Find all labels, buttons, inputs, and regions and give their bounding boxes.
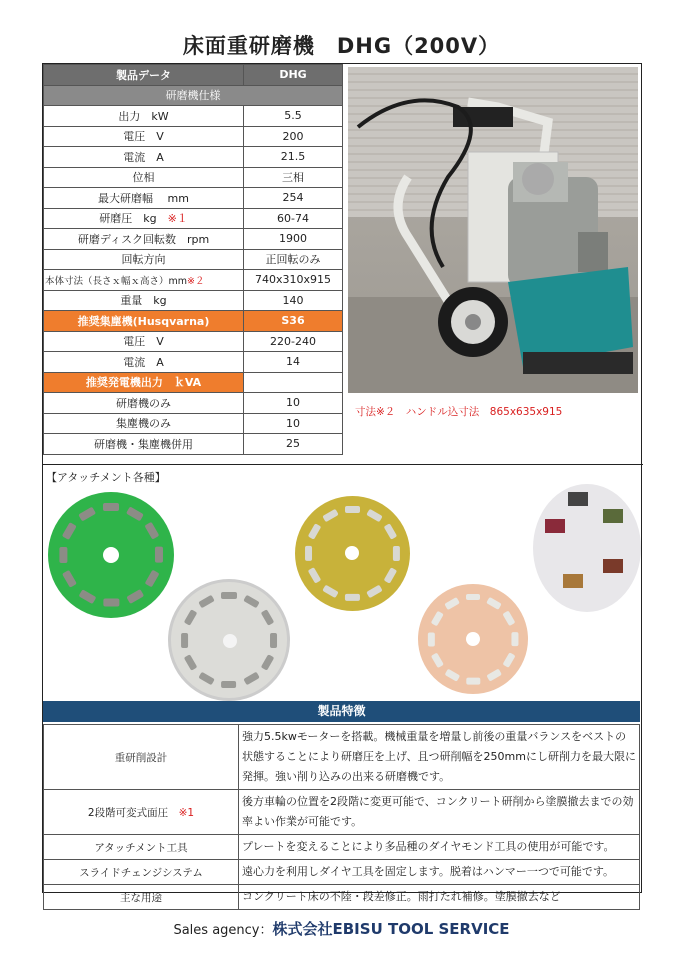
feature-row: [44, 835, 640, 860]
segment-mark: [199, 595, 216, 609]
segment-mark: [486, 669, 502, 682]
segment-mark: [322, 509, 338, 522]
spec-value: 三相: [244, 167, 343, 188]
segment-mark: [466, 594, 480, 601]
attachments-label: 【アタッチメント各種】: [46, 471, 166, 484]
segment-mark: [181, 632, 188, 647]
feature-key: 重研削設計: [44, 725, 239, 790]
spec-row: [44, 167, 343, 188]
grinder-illustration: [348, 67, 638, 393]
spec-header-label: 製品データ: [44, 65, 244, 86]
feature-key: アタッチメント工具: [44, 835, 239, 860]
segment-mark: [145, 570, 160, 588]
feature-key: [44, 790, 239, 835]
spec-value: 25: [244, 434, 343, 455]
spec-value: 220-240: [244, 331, 343, 352]
pad-block: [568, 492, 588, 506]
pad-block: [603, 509, 623, 523]
pad-block: [563, 574, 583, 588]
spec-value: 140: [244, 290, 343, 311]
spec-section-value: [244, 372, 343, 393]
segment-mark: [62, 570, 77, 588]
spec-value: 10: [244, 393, 343, 414]
spec-label: 重量 kg: [44, 290, 244, 311]
attachment-disc-silver: [168, 579, 290, 701]
spec-label: 研磨機のみ: [44, 393, 244, 414]
segment-mark: [155, 547, 163, 563]
segment-mark: [126, 506, 144, 521]
attachment-disc-green: [48, 492, 174, 618]
segment-mark: [444, 596, 460, 609]
spec-row: [44, 331, 343, 352]
note-mark: ※1: [178, 806, 195, 819]
page-title: 床面重研磨機 DHG（200V）: [182, 34, 501, 58]
segment-mark: [145, 522, 160, 540]
spec-label: 出力 kW: [44, 106, 244, 127]
feature-row: [44, 860, 640, 885]
feature-value: 強力5.5kwモーターを搭載。機械重量を増量し前後の重量バランスをベストの状態することにより研磨圧を上げ、且つ研削幅を250mmにし研削力を最大限に発揮。強い削り込みの出来る研磨機です。: [239, 725, 640, 790]
spec-label: 研磨機・集塵機併用: [44, 434, 244, 455]
segment-mark: [103, 503, 119, 511]
feature-row: [44, 885, 640, 910]
product-sheet: [42, 63, 642, 904]
spec-label: 電圧 V: [44, 126, 244, 147]
segment-mark: [322, 585, 338, 598]
spec-row: [44, 229, 343, 250]
spec-label-text: 研磨圧 kg: [99, 212, 157, 226]
photo-caption: 寸法※２ ハンドル込寸法 865x635x915: [355, 406, 563, 418]
segment-mark: [184, 654, 198, 671]
spec-value: 740x310x915: [244, 270, 343, 291]
segment-mark: [78, 506, 96, 521]
feature-value: 後方車輪の位置を2段階に変更可能で、コンクリート研削から塗膜撤去までの効率よい作業が可能です。: [239, 790, 640, 835]
footer-prefix: Sales agency：: [173, 923, 273, 938]
product-photo: [348, 67, 638, 393]
segment-mark: [345, 594, 360, 601]
spec-label: [44, 208, 244, 229]
segment-mark: [444, 669, 460, 682]
segment-mark: [184, 610, 198, 627]
disc-center-hole: [223, 634, 237, 648]
spec-label: 回転方向: [44, 249, 244, 270]
segment-mark: [511, 632, 518, 646]
features-table: [43, 724, 640, 910]
spec-label-text: 本体寸法（長さｘ幅ｘ高さ）mm: [45, 275, 188, 287]
spec-row: [44, 290, 343, 311]
feature-key: スライドチェンジシステム: [44, 860, 239, 885]
feature-value: コンクリート床の不陸・段差修正。雨打たれ補修。塗膜撤去など: [239, 885, 640, 910]
segment-mark: [59, 547, 67, 563]
spec-section-label: 推奨発電機出力 ｋVA: [44, 372, 244, 393]
segment-mark: [103, 599, 119, 607]
segment-mark: [199, 671, 216, 685]
disc-center-hole: [466, 632, 480, 646]
feature-value: プレートを変えることにより多品種のダイヤモンド工具の使用が可能です。: [239, 835, 640, 860]
segment-mark: [466, 678, 480, 685]
spec-value: 1900: [244, 229, 343, 250]
spec-header-value: DHG: [244, 65, 343, 86]
segment-mark: [366, 585, 382, 598]
feature-key: 主な用途: [44, 885, 239, 910]
note-mark: ※１: [167, 212, 188, 226]
spec-section-generator: [44, 372, 343, 393]
feature-value: 遠心力を利用しダイヤ工具を固定します。脱着はハンマー一つで可能です。: [239, 860, 640, 885]
spec-section-value: S36: [244, 311, 343, 332]
segment-mark: [345, 506, 360, 513]
segment-mark: [486, 596, 502, 609]
segment-mark: [393, 546, 400, 561]
spec-label: 電流 A: [44, 352, 244, 373]
spec-section-label: 研磨機仕様: [44, 85, 343, 106]
spec-row: [44, 188, 343, 209]
spec-value: 254: [244, 188, 343, 209]
spec-row: [44, 393, 343, 414]
segment-mark: [430, 610, 443, 626]
spec-label: 集塵機のみ: [44, 413, 244, 434]
segment-mark: [430, 652, 443, 668]
segment-mark: [503, 610, 516, 626]
segment-mark: [308, 567, 321, 583]
segment-mark: [428, 632, 435, 646]
feature-row: [44, 725, 640, 790]
spec-row: [44, 126, 343, 147]
spec-row: [44, 413, 343, 434]
spec-table: [43, 64, 343, 455]
segment-mark: [305, 546, 312, 561]
attachment-disc-gold: [295, 496, 410, 611]
segment-mark: [78, 589, 96, 604]
pad-block: [603, 559, 623, 573]
feature-row: [44, 790, 640, 835]
spec-label: 電圧 V: [44, 331, 244, 352]
spec-value: 5.5: [244, 106, 343, 127]
segment-mark: [62, 522, 77, 540]
spec-label: 位相: [44, 167, 244, 188]
segment-mark: [366, 509, 382, 522]
disc-center-hole: [103, 547, 119, 563]
divider: [43, 464, 643, 465]
spec-label: 研磨ディスク回転数 rpm: [44, 229, 244, 250]
spec-value: 10: [244, 413, 343, 434]
note-mark: ※２: [187, 275, 205, 287]
disc-center-hole: [345, 546, 359, 560]
segment-mark: [221, 681, 236, 688]
footer: [0, 918, 683, 939]
attachment-disc-pads: [533, 484, 641, 612]
company-name: 株式会社EBISU TOOL SERVICE: [272, 920, 510, 938]
segment-mark: [503, 652, 516, 668]
spec-header-row: [44, 65, 343, 86]
spec-row: [44, 434, 343, 455]
spec-value: 60-74: [244, 208, 343, 229]
spec-label: 最大研磨幅 mm: [44, 188, 244, 209]
feature-key-text: 2段階可変式面圧: [87, 806, 169, 819]
segment-mark: [260, 610, 274, 627]
segment-mark: [308, 523, 321, 539]
spec-section-grinder: [44, 85, 343, 106]
segment-mark: [270, 632, 277, 647]
spec-section-label: 推奨集塵機(Husqvarna): [44, 311, 244, 332]
spec-label: 電流 A: [44, 147, 244, 168]
segment-mark: [126, 589, 144, 604]
spec-value: 21.5: [244, 147, 343, 168]
spec-section-dust: [44, 311, 343, 332]
segment-mark: [221, 592, 236, 599]
spec-value: 正回転のみ: [244, 249, 343, 270]
segment-mark: [243, 671, 260, 685]
pad-block: [545, 519, 565, 533]
segment-mark: [243, 595, 260, 609]
segment-mark: [260, 654, 274, 671]
segment-mark: [384, 523, 397, 539]
features-header: 製品特徴: [43, 701, 640, 722]
spec-row: [44, 147, 343, 168]
spec-label: [44, 270, 244, 291]
spec-row: [44, 352, 343, 373]
spec-row: [44, 208, 343, 229]
spec-row: [44, 249, 343, 270]
segment-mark: [384, 567, 397, 583]
spec-row: [44, 270, 343, 291]
spec-row: [44, 106, 343, 127]
spec-value: 200: [244, 126, 343, 147]
spec-value: 14: [244, 352, 343, 373]
attachment-disc-peach: [418, 584, 528, 694]
